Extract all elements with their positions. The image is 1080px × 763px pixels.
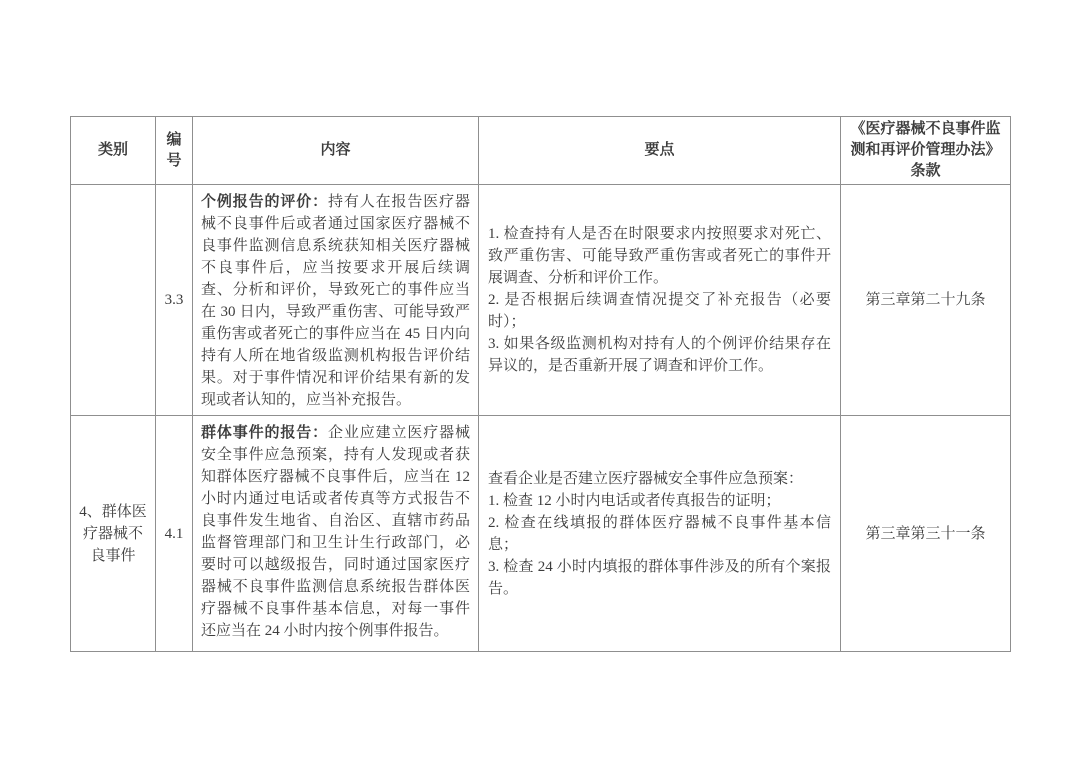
content-lead: 个例报告的评价： xyxy=(201,194,328,210)
point-item: 1. 检查持有人是否在时限要求内按照要求对死亡、致严重伤害、可能导致严重伤害或者死亡的事件开展调查、分析和评价工作。 xyxy=(488,226,831,286)
point-item: 3. 检查 24 小时内填报的群体事件涉及的所有个案报告。 xyxy=(488,558,831,597)
category-cell xyxy=(71,185,156,416)
header-clause: 《医疗器械不良事件监测和再评价管理办法》条款 xyxy=(841,117,1011,185)
header-content: 内容 xyxy=(193,117,479,185)
points-cell xyxy=(479,185,841,416)
clause-cell: 第三章第三十一条 xyxy=(841,416,1011,652)
header-category: 类别 xyxy=(71,117,156,185)
content-cell xyxy=(193,416,479,652)
content-paragraph xyxy=(201,191,470,411)
content-cell xyxy=(193,185,479,416)
header-points: 要点 xyxy=(479,117,841,185)
content-lead: 群体事件的报告： xyxy=(201,425,328,441)
point-item: 1. 检查 12 小时内电话或者传真报告的证明； xyxy=(488,492,781,509)
header-row xyxy=(71,117,1011,185)
table-row-3-3 xyxy=(71,185,1011,416)
inspection-requirements-table xyxy=(70,116,1011,652)
points-intro: 查看企业是否建立医疗器械安全事件应急预案： xyxy=(488,470,804,487)
point-item: 2. 检查在线填报的群体医疗器械不良事件基本信息； xyxy=(488,514,831,553)
point-item: 3. 如果各级监测机构对持有人的个例评价结果存在异议的，是否重新开展了调查和评价工作。 xyxy=(488,336,831,374)
number-cell: 3.3 xyxy=(156,185,193,416)
points-cell xyxy=(479,416,841,652)
content-body: 持有人在报告医疗器械不良事件后或者通过国家医疗器械不良事件监测信息系统获知相关医疗器械不良事件后，应当按要求开展后续调查、分析和评价，导致死亡的事件应当在 30 日内，导致严重伤害、可能导致严重伤害或者死亡的事件应当在 45 日内向持有人所在地省级监测机构报告评价结果。对于事件情况和评价结果有新的发现或者认知的，应当补充报告。 xyxy=(201,194,470,408)
clause-cell: 第三章第二十九条 xyxy=(841,185,1011,416)
category-cell: 4、群体医疗器械不良事件 xyxy=(71,416,156,652)
table-row-4-1 xyxy=(71,416,1011,652)
header-number: 编号 xyxy=(156,117,193,185)
content-paragraph xyxy=(201,422,470,642)
content-body: 企业应建立医疗器械安全事件应急预案，持有人发现或者获知群体医疗器械不良事件后，应当在 12 小时内通过电话或者传真等方式报告不良事件发生地省、自治区、直辖市药品监督管理部门和卫生计生行政部门，必要时可以越级报告，同时通过国家医疗器械不良事件监测信息系统报告群体医疗器械不良事件基本信息，对每一事件还应当在 24 小时内按个例事件报告。 xyxy=(201,425,470,639)
point-item: 2. 是否根据后续调查情况提交了补充报告（必要时）； xyxy=(488,292,831,330)
number-cell: 4.1 xyxy=(156,416,193,652)
